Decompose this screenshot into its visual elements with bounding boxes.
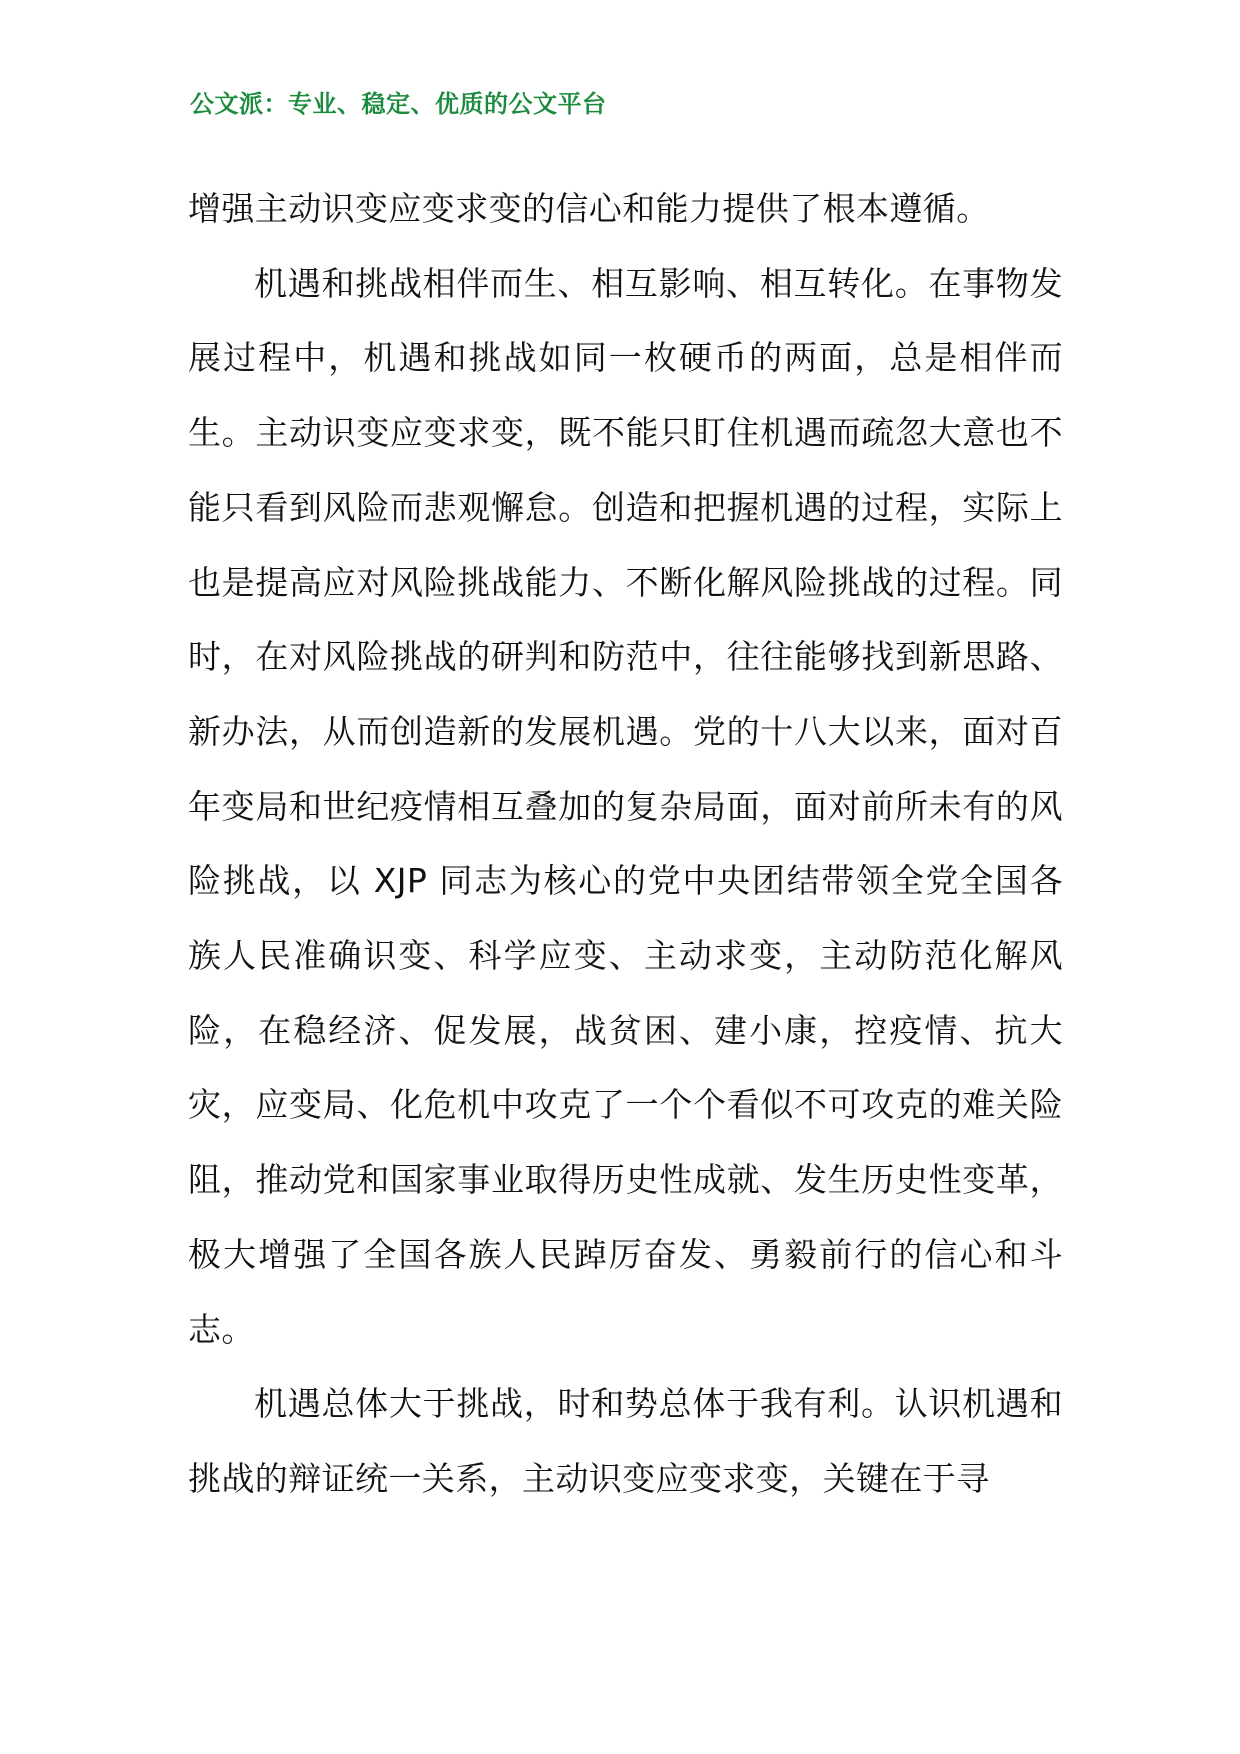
paragraph-1: 增强主动识变应变求变的信心和能力提供了根本遵循。	[188, 189, 990, 228]
paragraph-3: 机遇总体大于挑战，时和势总体于我有利。认识机遇和挑战的辩证统一关系，主动识变应变求变，关键在于寻	[188, 1384, 1063, 1498]
paragraph-2: 机遇和挑战相伴而生、相互影响、相互转化。在事物发展过程中，机遇和挑战如同一枚硬币的两面，总是相伴而生。主动识变应变求变，既不能只盯住机遇而疏忽大意也不能只看到风险而悲观懈怠。创造和把握机遇的过程，实际上也是提高应对风险挑战能力、不断化解风险挑战的过程。同时，在对风险挑战的研判和防范中，往往能够找到新思路、新办法，从而创造新的发展机遇。党的十八大以来，面对百年变局和世纪疫情相互叠加的复杂局面，面对前所未有的风险挑战，以 XJP 同志为核心的党中央团结带领全党全国各族人民准确识变、科学应变、主动求变，主动防范化解风险，在稳经济、促发展，战贫困、建小康，控疫情、抗大灾，应变局、化危机中攻克了一个个看似不可攻克的难关险阻，推动党和国家事业取得历史性成就、发生历史性变革，极大增强了全国各族人民踔厉奋发、勇毅前行的信心和斗志。	[188, 263, 1063, 1349]
page-header: 公文派：专业、稳定、优质的公文平台	[190, 90, 607, 118]
document-body	[188, 172, 1063, 1517]
